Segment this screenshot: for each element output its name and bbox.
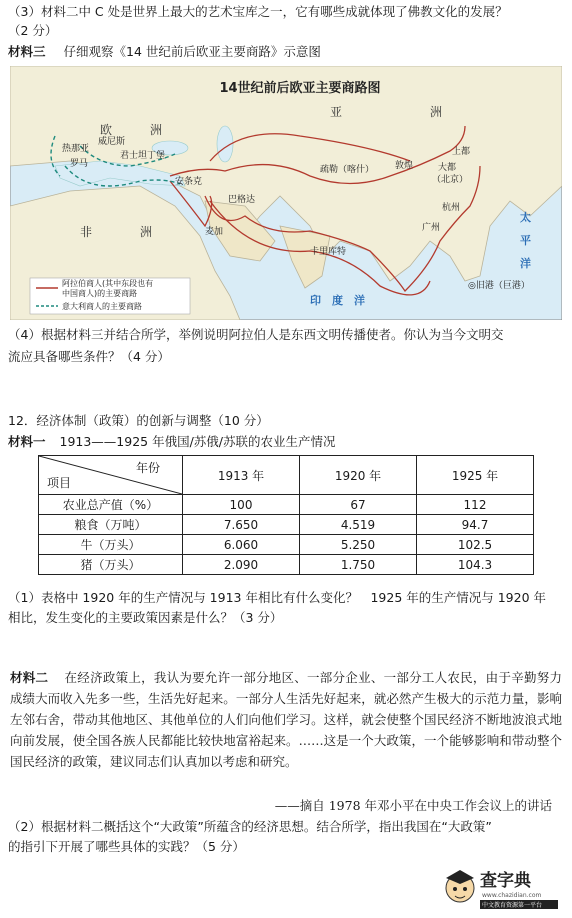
year-1925: 1925 年 (417, 456, 534, 495)
cell: 94.7 (417, 515, 534, 535)
mascot-icon (440, 862, 560, 912)
table-header-row (39, 456, 534, 495)
label-europe: 欧 (100, 123, 113, 137)
q1-text: （1）表格中 1920 年的生产情况与 1913 年相比有什么变化？ 1925 年的生产情况与 1920 年 (8, 590, 547, 605)
material2-block (10, 667, 562, 772)
city-shangdu: 上都 (452, 147, 471, 157)
material3-heading (8, 42, 564, 61)
legend-arab-line2: 中国商人)的主要商路 (62, 289, 138, 298)
year-1920: 1920 年 (300, 456, 417, 495)
label-africa: 非 (80, 225, 93, 239)
cell: 2.090 (183, 555, 300, 575)
q2-text: （2）根据材料二概括这个“大政策”所蕴含的经济思想。结合所学，指出我国在“大政策” (8, 819, 492, 834)
row-item: 粮食（万吨） (39, 515, 183, 535)
map-title: 14世纪前后欧亚主要商路图 (219, 81, 381, 96)
label-pacific (519, 210, 531, 270)
table-row (39, 515, 534, 535)
material3-label: 材料三 (8, 44, 46, 59)
label-europe-zhou: 洲 (150, 123, 163, 137)
legend-italian: 意大利商人的主要商路 (62, 302, 142, 311)
city-venice: 威尼斯 (98, 137, 126, 147)
cell: 5.250 (300, 535, 417, 555)
q4-text: （4）根据材料三并结合所学，举例说明阿拉伯人是东西文明传播使者。你认为当今文明交 (8, 327, 504, 342)
cell: 67 (300, 495, 417, 515)
city-beijing: （北京） (432, 175, 469, 185)
map-legend (30, 278, 190, 314)
material2-label: 材料二 (10, 670, 49, 685)
year-1913: 1913 年 (183, 456, 300, 495)
cell: 102.5 (417, 535, 534, 555)
label-asia: 亚 (330, 105, 343, 119)
table-row (39, 495, 534, 515)
material2-body: 在经济政策上，我认为要允许一部分地区、一部分企业、一部分工人农民，由于辛勤努力成绩大而收入先多一些，生活先好起来。一部分人生活先好起来，就必然产生极大的示范力量，影响左邻右舍，带动其他地区、其他单位的人们向他们学习。这样，就会使整个国民经济不断地波浪式地向前发展，使全国各族人民都能比较快地富裕起来。……这是一个大政策，一个能够影响和带动整个国民经济的政策，建议同志们认真加以考虑和研究。 (10, 670, 562, 769)
q12-title: 12．经济体制（政策）的创新与调整（10 分） (8, 413, 269, 428)
city-hangzhou: 杭州 (442, 203, 461, 213)
label-asia-zhou: 洲 (430, 105, 443, 119)
label-pacific-char1: 太 (520, 211, 531, 224)
material1-intro: 1913——1925 年俄国/苏俄/苏联的农业生产情况 (59, 434, 336, 449)
logo-url: www.chazidian.com (482, 892, 542, 899)
city-palembang: ◎旧港（巨港） (468, 281, 530, 291)
label-pacific-char2: 平 (520, 234, 531, 247)
table-corner-cell (39, 456, 183, 495)
material1-label: 材料一 (8, 434, 46, 449)
q1-text2: 相比，发生变化的主要政策因素是什么？（3 分） (8, 610, 283, 625)
city-genoa: 热那亚 (62, 144, 90, 154)
city-antioch: 安条克 (175, 177, 203, 187)
legend-arab-line1: 阿拉伯商人(其中东段也有 (62, 279, 154, 288)
header-item: 项目 (47, 476, 72, 490)
label-africa-zhou: 洲 (140, 225, 153, 239)
cell: 6.060 (183, 535, 300, 555)
table-row (39, 535, 534, 555)
row-item: 猪（万头） (39, 555, 183, 575)
label-pacific-char3: 洋 (520, 257, 531, 270)
city-guangzhou: 广州 (422, 223, 441, 233)
cell: 4.519 (300, 515, 417, 535)
agri-table (38, 455, 534, 575)
cell: 1.750 (300, 555, 417, 575)
label-indian-ocean: 印 度 洋 (310, 294, 365, 307)
city-baghdad: 巴格达 (228, 195, 256, 205)
q3-points: （2 分） (8, 23, 58, 38)
q2-text2: 的指引下开展了哪些具体的实践？（5 分） (8, 839, 245, 854)
cell: 104.3 (417, 555, 534, 575)
chazidian-logo (440, 862, 560, 912)
row-item: 农业总产值（%） (39, 495, 183, 515)
material3-intro: 仔细观察《14 世纪前后欧亚主要商路》示意图 (63, 44, 321, 59)
header-year: 年份 (135, 461, 160, 475)
logo-slogan: 中文教育资源第一平台 (482, 902, 543, 909)
city-mecca: 麦加 (205, 227, 224, 237)
table-row (39, 555, 534, 575)
cell: 100 (183, 495, 300, 515)
city-dadu: 大都 (438, 163, 457, 173)
q3-text: （3）材料二中 C 处是世界上最大的艺术宝库之一，它有哪些成就体现了佛教文化的发展？ (8, 4, 508, 19)
material2-source: ——摘自 1978 年邓小平在中央工作会议上的讲话 (274, 798, 552, 813)
city-constantinople: 君士坦丁堡 (120, 151, 166, 161)
city-dunhuang: 敦煌 (395, 161, 414, 171)
q4-text2: 流应具备哪些条件？（4 分） (8, 349, 170, 364)
logo-name: 查字典 (480, 871, 531, 891)
trade-routes-map (10, 66, 562, 320)
material1-heading (8, 432, 564, 451)
cell: 112 (417, 495, 534, 515)
city-calicut: 卡里库特 (310, 247, 347, 257)
cell: 7.650 (183, 515, 300, 535)
row-item: 牛（万头） (39, 535, 183, 555)
city-rome: 罗马 (70, 159, 89, 169)
city-kashgar: 疏勒（喀什） (320, 165, 375, 175)
